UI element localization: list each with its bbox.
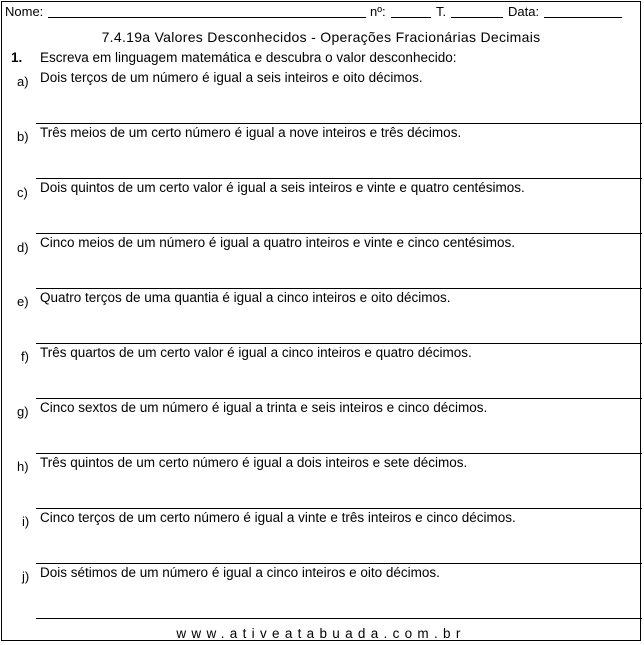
class-label: T. [436,4,447,19]
answer-line-f[interactable] [36,398,642,399]
question-letter-d: d) [17,240,29,255]
answer-line-d[interactable] [36,288,642,289]
question-letter-f: f) [21,349,29,364]
question-text-d: Cinco meios de um número é igual a quatro inteiros e vinte e cinco centésimos. [40,235,515,250]
question-text-g: Cinco sextos de um número é igual a trinta e seis inteiros e cinco décimos. [40,400,488,415]
footer-website[interactable]: www.ativeatabuada.com.br [176,626,466,641]
class-field-line[interactable] [451,17,503,18]
answer-line-c[interactable] [36,233,642,234]
student-info-row [2,2,640,22]
question-text-h: Três quintos de um certo número é igual a dois inteiros e sete décimos. [40,455,468,470]
worksheet [1,1,641,641]
name-label: Nome: [5,4,44,19]
question-letter-b: b) [17,129,29,144]
answer-line-b[interactable] [36,178,642,179]
question-letter-a: a) [17,74,29,89]
question-text-c: Dois quintos de um certo valor é igual a seis inteiros e vinte e quatro centésimos. [40,180,525,195]
question-text-f: Três quartos de um certo valor é igual a cinco inteiros e quatro décimos. [40,345,472,360]
question-text-a: Dois terços de um número é igual a seis inteiros e oito décimos. [40,70,423,85]
question-text-i: Cinco terços de um certo número é igual a vinte e três inteiros e cinco décimos. [40,510,516,525]
question-letter-g: g) [17,404,29,419]
question-letter-e: e) [17,294,29,309]
number-field-line[interactable] [391,17,431,18]
answer-line-g[interactable] [36,453,642,454]
question-letter-j: j) [22,569,30,584]
number-label: nº: [370,4,386,19]
answer-line-i[interactable] [36,563,642,564]
answer-line-a[interactable] [36,123,642,124]
answer-line-j[interactable] [36,618,642,619]
question-text-j: Dois sétimos de um número é igual a cinco inteiros e oito décimos. [40,565,440,580]
question-letter-c: c) [17,185,28,200]
instruction-text: Escreva em linguagem matemática e descubra o valor desconhecido: [40,50,457,65]
question-text-e: Quatro terços de uma quantia é igual a cinco inteiros e oito décimos. [40,290,451,305]
worksheet-title: 7.4.19a Valores Desconhecidos - Operações Fracionárias Decimais [101,29,541,45]
question-letter-i: i) [22,514,30,529]
date-field-line[interactable] [544,17,622,18]
question-letter-h: h) [17,459,29,474]
instruction-number: 1. [11,50,23,65]
answer-line-h[interactable] [36,508,642,509]
name-field-line[interactable] [48,17,366,18]
date-label: Data: [508,4,540,19]
answer-line-e[interactable] [36,343,642,344]
question-text-b: Três meios de um certo número é igual a nove inteiros e três décimos. [40,125,462,140]
